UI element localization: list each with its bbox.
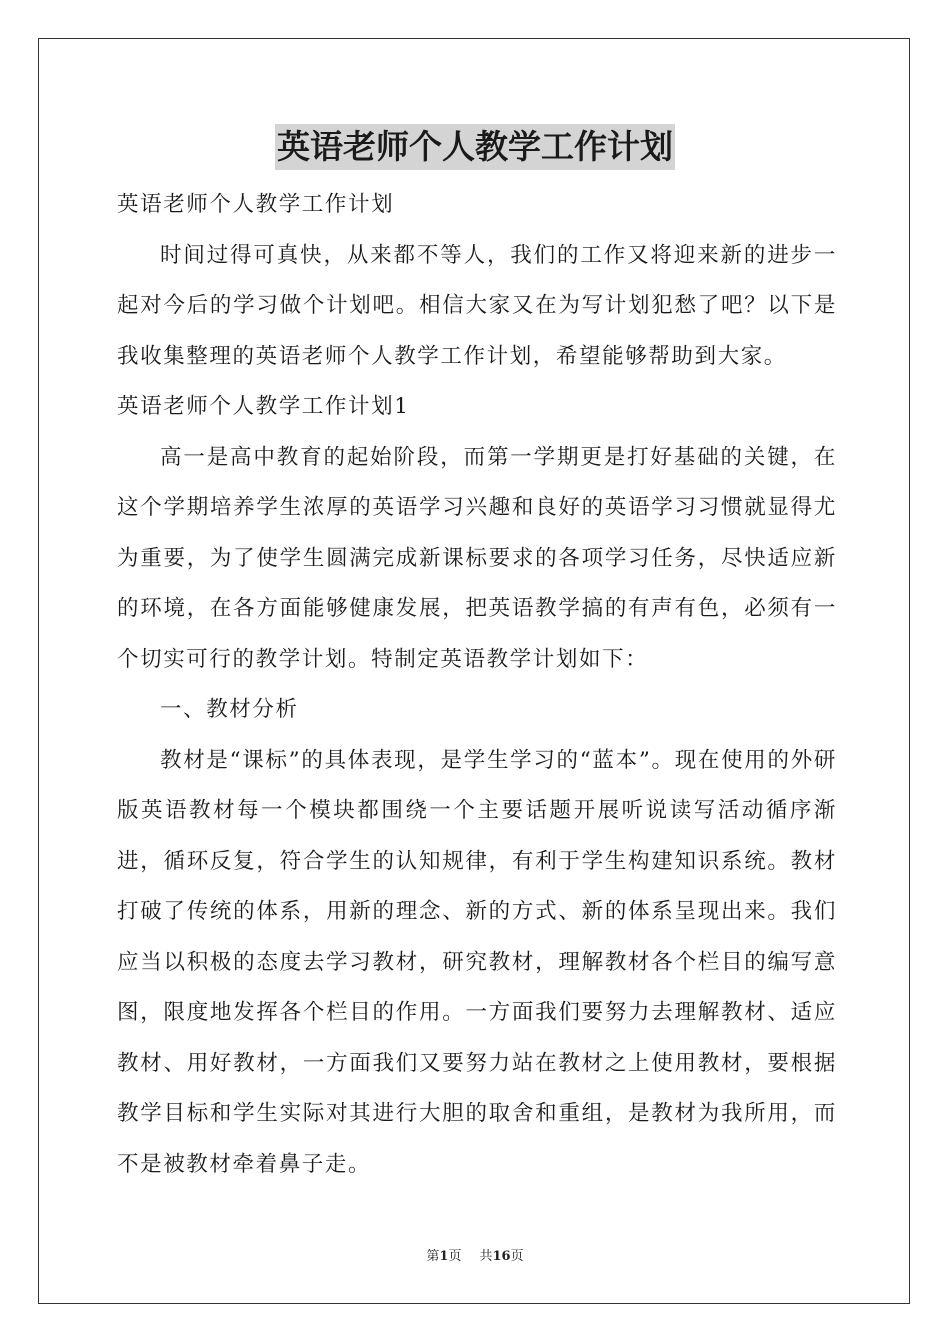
footer-total-suffix: 页: [510, 1249, 524, 1264]
subtitle-line: 英语老师个人教学工作计划: [117, 192, 395, 217]
document-body: [117, 180, 837, 1190]
body-paragraph-textbook: 教材是“课标”的具体表现，是学生学习的“蓝本”。现在使用的外研版英语教材每一个模块都围绕一个主要话题开展听说读写活动循序渐进，循环反复，符合学生的认知规律，有利于学生构建知识系统。教材打破了传统的体系，用新的理念、新的方式、新的体系呈现出来。我们应当以积极的态度去学习教材，研究教材，理解教材各个栏目的编写意图，限度地发挥各个栏目的作用。一方面我们要努力去理解教材、适应教材、用好教材，一方面我们又要努力站在教材之上使用教材，要根据教学目标和学生实际对其进行大胆的取舍和重组，是教材为我所用，而不是被教材牵着鼻子走。: [117, 747, 837, 1177]
footer-page-number: 1: [439, 1249, 449, 1264]
footer-total-prefix: 共: [479, 1249, 493, 1264]
document-title: 英语老师个人教学工作计划: [275, 124, 675, 170]
footer-page-prefix: 第: [426, 1249, 440, 1264]
section-heading-plan-1: 英语老师个人教学工作计划1: [117, 394, 410, 419]
footer-page-suffix: 页: [448, 1249, 462, 1264]
footer-total-pages: 16: [492, 1249, 511, 1264]
page-footer: [0, 1248, 950, 1266]
body-paragraph-grade-intro: 高一是高中教育的起始阶段，而第一学期更是打好基础的关键，在这个学期培养学生浓厚的英语学习兴趣和良好的英语学习习惯就显得尤为重要，为了使学生圆满完成新课标要求的各项学习任务，尽快适应新的环境，在各方面能够健康发展，把英语教学搞的有声有色，必须有一个切实可行的教学计划。特制定英语教学计划如下：: [117, 444, 837, 672]
title-container: [0, 124, 950, 170]
intro-paragraph: 时间过得可真快，从来都不等人，我们的工作又将迎来新的进步一起对今后的学习做个计划吧。相信大家又在为写计划犯愁了吧？以下是我收集整理的英语老师个人教学工作计划，希望能够帮助到大家。: [117, 242, 837, 369]
subheading-textbook-analysis: 一、教材分析: [160, 697, 299, 722]
